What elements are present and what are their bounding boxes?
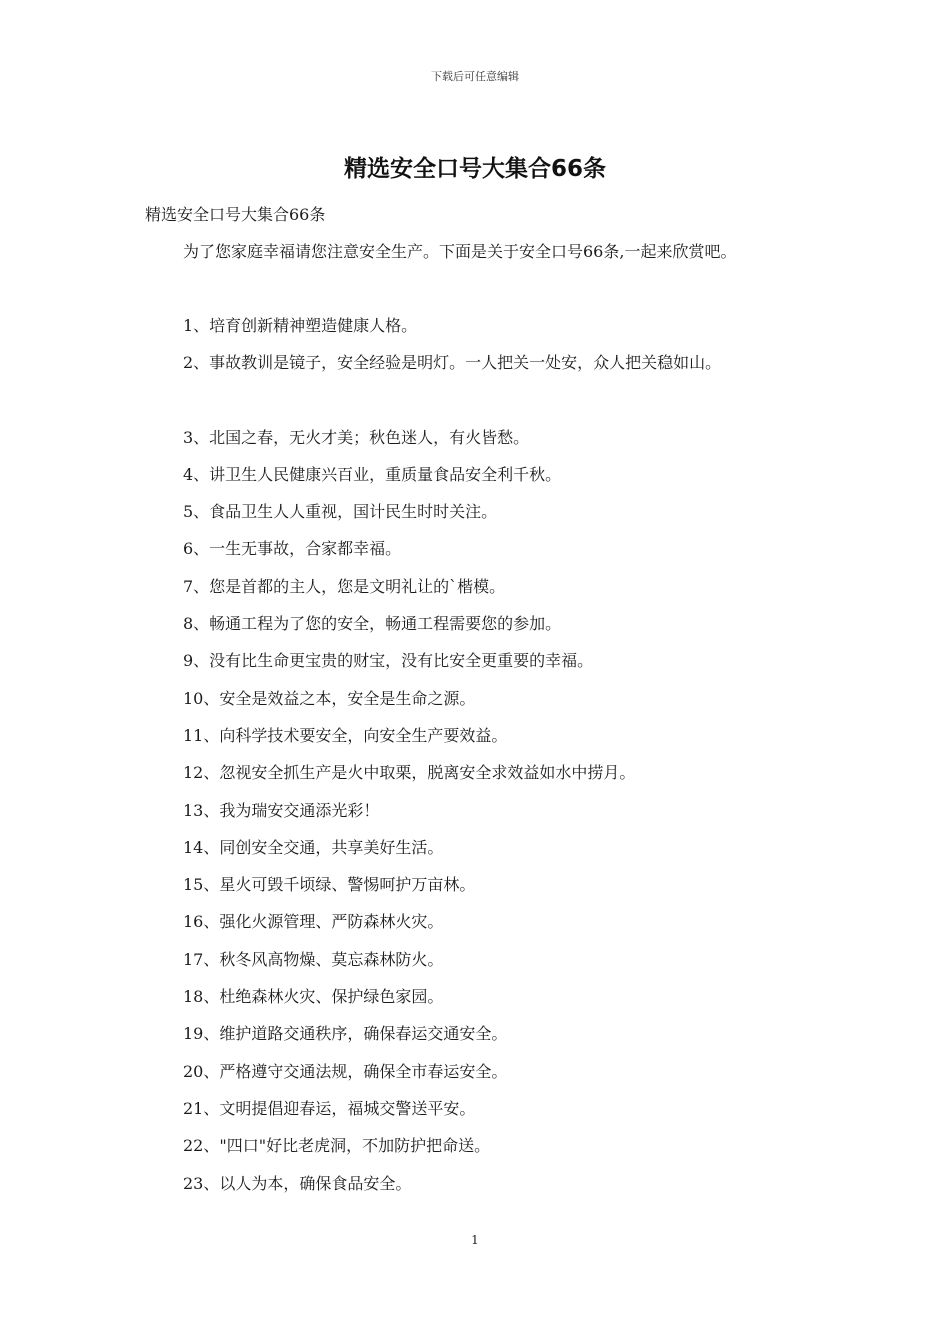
slogan-item: 8、畅通工程为了您的安全，畅通工程需要您的参加。 [183,614,562,634]
slogan-item: 22、"四口"好比老虎洞，不加防护把命送。 [183,1136,491,1156]
slogan-item: 10、安全是效益之本，安全是生命之源。 [183,688,476,708]
slogan-item: 13、我为瑞安交通添光彩！ [183,800,380,820]
slogan-item: 1、培育创新精神塑造健康人格。 [183,316,418,335]
slogan-item: 9、没有比生命更宝贵的财宝，没有比安全更重要的幸福。 [183,651,594,671]
slogan-item: 2、事故教训是镜子，安全经验是明灯。一人把关一处安，众人把关稳如山。 [183,353,722,373]
page-number: 1 [471,1233,479,1247]
slogan-item: 5、食品卫生人人重视，国计民生时时关注。 [183,502,498,522]
slogan-item: 17、秋冬风高物燥、莫忘森林防火。 [183,949,444,969]
slogan-item: 19、维护道路交通秩序，确保春运交通安全。 [183,1024,508,1044]
slogan-item: 7、您是首都的主人，您是文明礼让的`楷模。 [183,576,506,596]
slogan-item: 20、严格遵守交通法规，确保全市春运安全。 [183,1061,508,1081]
slogan-list [183,307,843,1202]
slogan-item: 23、以人为本，确保食品安全。 [183,1173,412,1193]
slogan-item: 12、忽视安全抓生产是火中取栗，脱离安全求效益如水中捞月。 [183,763,636,783]
slogan-item: 18、杜绝森林火灾、保护绿色家园。 [183,987,444,1007]
slogan-item: 16、强化火源管理、严防森林火灾。 [183,912,444,932]
slogan-item: 6、一生无事故，合家都幸福。 [183,539,402,559]
slogan-item: 14、同创安全交通，共享美好生活。 [183,837,444,857]
slogan-item: 4、讲卫生人民健康兴百业，重质量食品安全利千秋。 [183,464,562,484]
slogan-item: 21、文明提倡迎春运，福城交警送平安。 [183,1098,476,1118]
page-header-note: 下载后可任意编辑 [431,70,519,83]
document-title: 精选安全口号大集合66条 [343,156,606,182]
slogan-item: 3、北国之春，无火才美；秋色迷人，有火皆愁。 [183,427,530,447]
slogan-item: 11、向科学技术要安全，向安全生产要效益。 [183,725,508,745]
slogan-item: 15、星火可毁千顷绿、警惕呵护万亩林。 [183,875,476,895]
intro-paragraph: 为了您家庭幸福请您注意安全生产。下面是关于安全口号66条,一起来欣赏吧。 [183,242,737,261]
document-subtitle: 精选安全口号大集合66条 [145,205,326,224]
